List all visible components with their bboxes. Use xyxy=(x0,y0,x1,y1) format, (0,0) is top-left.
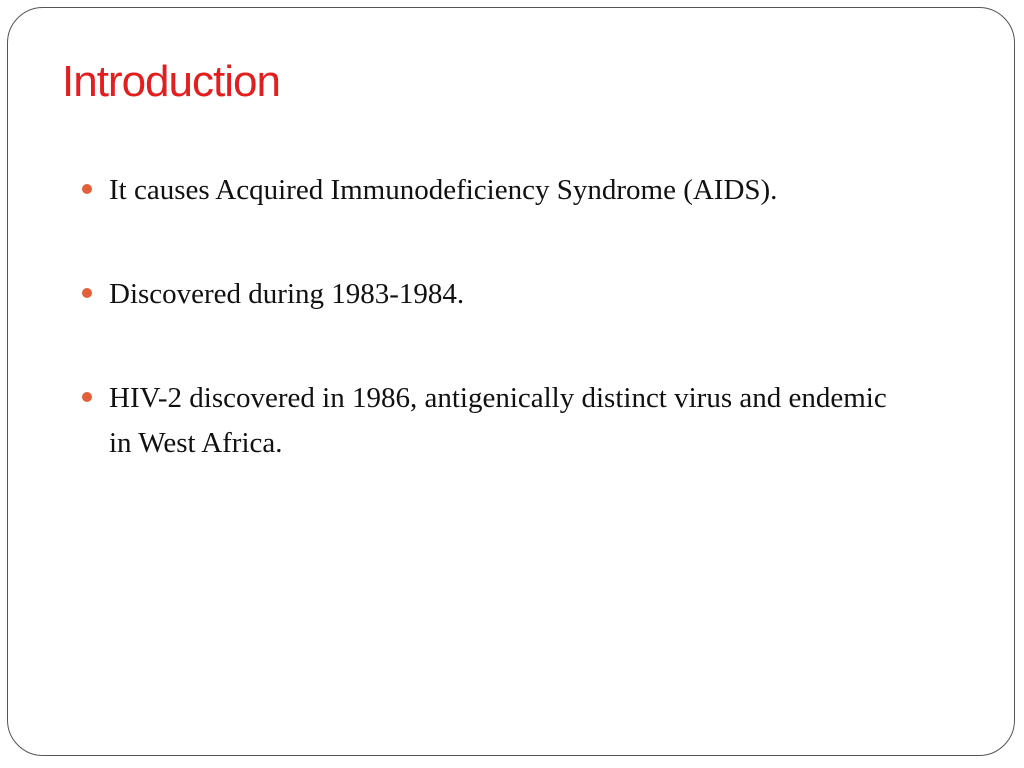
bullet-text: It causes Acquired Immunodeficiency Syndrome (AIDS). xyxy=(109,174,778,206)
bullet-item xyxy=(82,376,902,466)
bullet-dot-icon xyxy=(82,288,92,298)
bullet-dot-icon xyxy=(82,184,92,194)
slide-frame xyxy=(7,7,1015,756)
slide-title: Introduction xyxy=(62,57,280,106)
bullet-list xyxy=(82,168,902,466)
bullet-dot-icon xyxy=(82,392,92,402)
bullet-text: HIV-2 discovered in 1986, antigenically distinct virus and endemic in West Africa. xyxy=(109,382,887,459)
bullet-text: Discovered during 1983-1984. xyxy=(109,278,465,310)
bullet-item xyxy=(82,168,902,213)
bullet-item xyxy=(82,272,902,317)
